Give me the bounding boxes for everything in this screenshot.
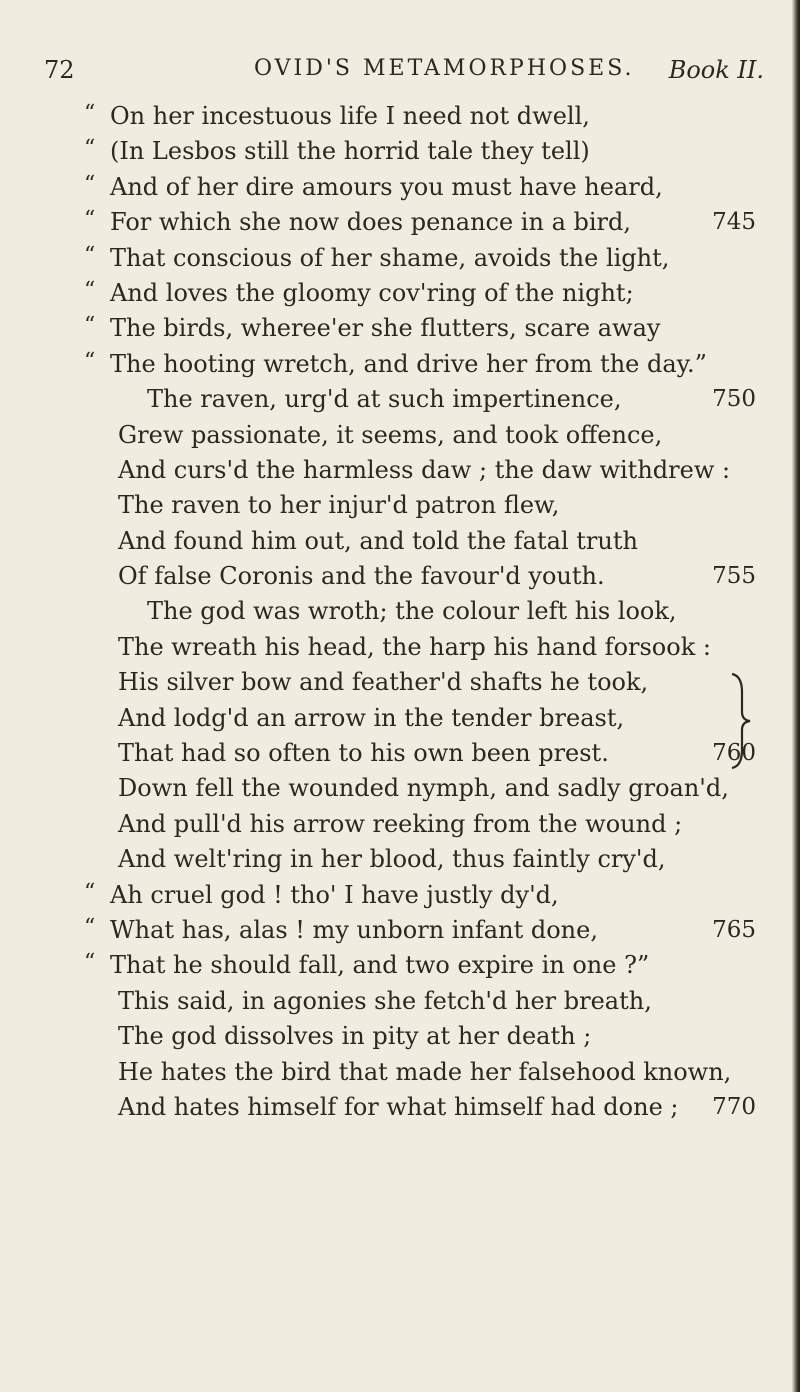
poem-body xyxy=(0,99,800,1125)
verse-line: The wreath his head, the harp his hand forsook : xyxy=(118,632,711,661)
verse-line: “ On her incestuous life I need not dwell, xyxy=(84,101,590,130)
verse-line: Down fell the wounded nymph, and sadly groan'd, xyxy=(118,774,729,803)
verse-line: “ Ah cruel god ! tho' I have justly dy'd, xyxy=(84,879,559,909)
verse-line: Grew passionate, it seems, and took offence, xyxy=(118,420,663,449)
verse-line: That had so often to his own been prest. 760 xyxy=(0,736,800,771)
verse-line: “ What has, alas ! my unborn infant done, 765 xyxy=(0,913,800,948)
verse-line: The god dissolves in pity at her death ; xyxy=(118,1022,592,1051)
book-label: Book II. xyxy=(668,56,764,84)
verse-line: This said, in agonies she fetch'd her breath, xyxy=(118,986,652,1015)
verse-line: “ That conscious of her shame, avoids the light, xyxy=(84,242,670,272)
line-number: 755 xyxy=(712,563,756,590)
running-title: OVID'S METAMORPHOSES. xyxy=(254,56,635,81)
line-number: 765 xyxy=(712,916,756,943)
line-number: 750 xyxy=(712,386,756,413)
verse-line: “ And of her dire amours you must have heard, xyxy=(84,171,663,201)
verse-line: “ The hooting wretch, and drive her from the day.” xyxy=(84,348,707,378)
verse-line: The raven to her injur'd patron flew, xyxy=(118,491,560,520)
line-number: 760 xyxy=(712,740,756,767)
verse-line: And curs'd the harmless daw ; the daw withdrew : xyxy=(118,455,731,484)
line-number: 770 xyxy=(712,1093,756,1120)
verse-line: And pull'd his arrow reeking from the wound ; xyxy=(118,809,683,838)
verse-line: “ That he should fall, and two expire in one ?” xyxy=(84,950,650,980)
verse-line: He hates the bird that made her falsehood known, xyxy=(118,1057,732,1086)
verse-line: The raven, urg'd at such impertinence, 750 xyxy=(0,382,800,417)
verse-line: “ And loves the gloomy cov'ring of the night; xyxy=(84,277,634,307)
verse-line: And lodg'd an arrow in the tender breast, xyxy=(118,703,625,732)
verse-line: Of false Coronis and the favour'd youth. 755 xyxy=(0,559,800,594)
verse-line: The god was wroth; the colour left his look, xyxy=(147,597,677,626)
page-number: 72 xyxy=(44,56,75,84)
running-header xyxy=(44,56,764,92)
verse-line: And hates himself for what himself had done ; 770 xyxy=(0,1090,800,1125)
verse-line: “ For which she now does penance in a bird, 745 xyxy=(0,205,800,240)
triplet-brace xyxy=(728,672,752,770)
verse-line: And welt'ring in her blood, thus faintly cry'd, xyxy=(118,845,666,874)
verse-line: And found him out, and told the fatal truth xyxy=(118,526,638,555)
verse-line: “ (In Lesbos still the horrid tale they tell) xyxy=(84,136,590,166)
line-number: 745 xyxy=(712,209,756,236)
verse-line: “ The birds, wheree'er she flutters, scare away xyxy=(84,313,661,343)
verse-line: His silver bow and feather'd shafts he took, xyxy=(118,668,649,697)
